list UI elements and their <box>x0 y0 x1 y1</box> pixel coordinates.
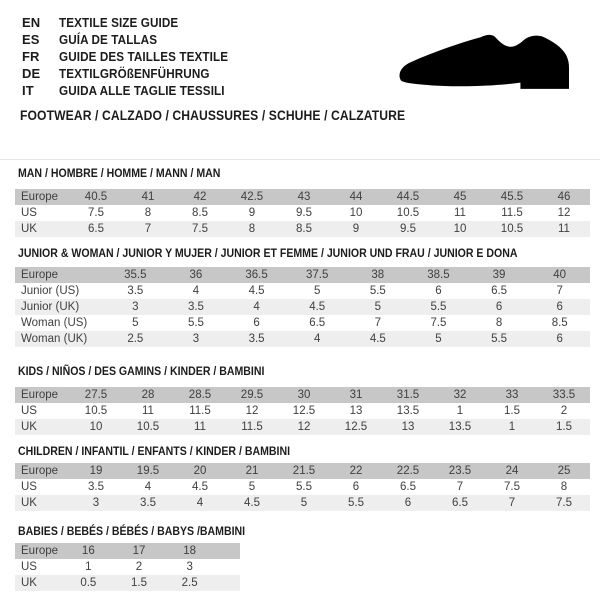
size-cell: 9.5 <box>296 207 312 219</box>
size-cell: 6.5 <box>491 285 508 297</box>
size-cell: 5.5 <box>408 299 469 315</box>
table-row <box>15 419 590 435</box>
size-cell: 8 <box>495 317 503 329</box>
size-cell: 42 <box>174 189 226 205</box>
size-cell: 13.5 <box>434 419 486 435</box>
size-cell: 6 <box>382 495 434 511</box>
size-cell: 4 <box>174 495 226 511</box>
size-cell: 12 <box>245 405 259 417</box>
size-cell: 38 <box>348 267 409 283</box>
size-cell: 5.5 <box>469 331 530 347</box>
size-cell: 2.5 <box>164 575 215 591</box>
size-cell: 33 <box>486 387 538 403</box>
row-label: US <box>21 405 37 417</box>
size-cell: 37.5 <box>287 267 348 283</box>
size-cell: 41 <box>122 189 174 205</box>
size-cell: 13 <box>349 405 363 417</box>
size-cell: 46 <box>538 189 590 205</box>
size-cell: 10.5 <box>486 221 538 237</box>
size-cell: 6.5 <box>400 481 416 493</box>
size-cell: 32 <box>434 387 486 403</box>
size-cell: 28.5 <box>174 387 226 403</box>
table-row <box>15 299 590 315</box>
table-row <box>15 331 590 347</box>
size-cell: 6 <box>352 481 360 493</box>
size-cell: 21 <box>226 463 278 479</box>
language-label: GUÍA DE TALLAS <box>59 32 158 47</box>
language-code: EN <box>22 15 41 30</box>
language-label: TEXTILE SIZE GUIDE <box>59 15 179 30</box>
row-label: Woman (UK) <box>15 331 105 347</box>
size-cell: 8 <box>226 221 278 237</box>
size-cell: 7 <box>556 285 563 297</box>
dress-shoe-silhouette <box>396 33 570 93</box>
table-row <box>15 205 590 221</box>
size-cell: 5 <box>348 299 409 315</box>
size-cell: 1.5 <box>504 405 520 417</box>
size-cell: 42.5 <box>226 189 278 205</box>
size-cell: 7.5 <box>538 495 590 511</box>
row-label: Europe <box>15 387 70 403</box>
size-cell: 39 <box>469 267 530 283</box>
row-label: Junior (UK) <box>15 299 105 315</box>
size-cell: 29.5 <box>226 387 278 403</box>
size-cell: 17 <box>114 543 165 559</box>
category-title <box>20 108 448 123</box>
size-cell: 44 <box>330 189 382 205</box>
size-cell: 7 <box>486 495 538 511</box>
table-row <box>15 403 590 419</box>
size-cell: 3.5 <box>226 331 287 347</box>
size-table <box>15 387 590 435</box>
size-cell: 27.5 <box>70 387 122 403</box>
language-row <box>22 31 247 48</box>
row-label: UK <box>15 495 70 511</box>
size-cell: 11 <box>538 221 590 237</box>
section-title <box>18 166 248 180</box>
table-row <box>15 479 590 495</box>
size-cell: 11 <box>174 419 226 435</box>
size-cell: 6 <box>529 299 590 315</box>
size-cell: 7.5 <box>174 221 226 237</box>
size-cell: 2.5 <box>105 331 166 347</box>
language-label: GUIDA ALLE TAGLIE TESSILI <box>59 83 225 98</box>
table-row <box>15 495 590 511</box>
table-row <box>15 221 590 237</box>
size-cell: 7 <box>456 481 464 493</box>
size-cell: 4.5 <box>192 481 208 493</box>
size-cell: 12.5 <box>292 405 316 417</box>
size-table <box>15 543 240 591</box>
section-title <box>18 444 327 458</box>
size-cell: 35.5 <box>105 267 166 283</box>
size-cell: 2 <box>560 405 568 417</box>
table-row <box>15 463 590 479</box>
size-cell: 9 <box>330 221 382 237</box>
size-cell: 7.5 <box>430 317 447 329</box>
size-cell: 4 <box>144 481 152 493</box>
size-cell: 10 <box>349 207 363 219</box>
size-cell: 44.5 <box>382 189 434 205</box>
size-cell: 31.5 <box>382 387 434 403</box>
section-title-text: JUNIOR & WOMAN / JUNIOR Y MUJER / JUNIOR ET FEMME / JUNIOR UND FRAU / JUNIOR E DONA <box>18 246 518 260</box>
language-label: GUIDE DES TAILLES TEXTILE <box>59 49 229 64</box>
row-label: US <box>21 561 37 573</box>
size-cell: 7.5 <box>504 481 520 493</box>
table-row <box>15 189 590 205</box>
table-row <box>15 267 590 283</box>
size-cell: 3.5 <box>122 495 174 511</box>
size-cell: 11.5 <box>189 405 211 417</box>
size-cell: 8 <box>144 207 152 219</box>
row-label: Europe <box>15 543 63 559</box>
size-cell: 4 <box>192 285 200 297</box>
size-cell: 1.5 <box>114 575 165 591</box>
size-cell: 33.5 <box>538 387 590 403</box>
size-cell: 4 <box>287 331 348 347</box>
size-cell: 24 <box>486 463 538 479</box>
size-cell: 2 <box>135 561 143 573</box>
size-cell: 31 <box>330 387 382 403</box>
size-cell: 10.5 <box>122 419 174 435</box>
table-row <box>15 387 590 403</box>
size-cell: 4.5 <box>287 299 348 315</box>
language-row <box>22 82 247 99</box>
section-title <box>18 364 298 378</box>
section-title <box>18 524 276 538</box>
table-row <box>15 559 240 575</box>
size-cell: 4.5 <box>248 285 265 297</box>
size-cell: 6.5 <box>309 317 326 329</box>
size-cell: 5 <box>408 331 469 347</box>
size-cell: 45.5 <box>486 189 538 205</box>
row-label: UK <box>15 575 63 591</box>
size-cell: 4.5 <box>348 331 409 347</box>
size-cell: 4.5 <box>226 495 278 511</box>
language-code: DE <box>22 66 41 81</box>
row-label: Junior (US) <box>21 285 80 297</box>
size-cell: 1.5 <box>538 419 590 435</box>
table-row <box>15 575 240 591</box>
size-cell: 5.5 <box>296 481 312 493</box>
size-cell: 3 <box>70 495 122 511</box>
row-label: US <box>21 481 37 493</box>
size-cell: 23.5 <box>434 463 486 479</box>
size-cell: 6 <box>435 285 442 297</box>
row-label: Europe <box>15 267 105 283</box>
size-cell: 10.5 <box>84 405 108 417</box>
size-cell: 7 <box>374 317 382 329</box>
size-cell: 6 <box>529 331 590 347</box>
size-cell: 18 <box>164 543 215 559</box>
language-row <box>22 48 247 65</box>
table-row <box>15 283 590 299</box>
size-cell: 22.5 <box>382 463 434 479</box>
size-cell: 45 <box>434 189 486 205</box>
size-cell: 1 <box>486 419 538 435</box>
spacer-cell <box>215 543 240 559</box>
spacer-cell <box>215 559 240 575</box>
size-cell: 8 <box>560 481 568 493</box>
size-cell: 19.5 <box>122 463 174 479</box>
size-cell: 20 <box>174 463 226 479</box>
language-list <box>22 14 247 99</box>
size-cell: 4 <box>226 299 287 315</box>
language-row <box>22 14 247 31</box>
size-cell: 28 <box>122 387 174 403</box>
size-cell: 5.5 <box>369 285 386 297</box>
size-cell: 13.5 <box>396 405 420 417</box>
size-cell: 1 <box>456 405 464 417</box>
size-cell: 5.5 <box>330 495 382 511</box>
size-cell: 30 <box>278 387 330 403</box>
size-cell: 12 <box>278 419 330 435</box>
row-label: Europe <box>15 189 70 205</box>
row-label: US <box>21 207 37 219</box>
dress-shoe-icon <box>396 33 570 93</box>
size-cell: 5 <box>313 285 321 297</box>
size-cell: 25 <box>538 463 590 479</box>
size-cell: 12 <box>557 207 571 219</box>
size-cell: 5 <box>278 495 330 511</box>
size-cell: 5 <box>248 481 256 493</box>
size-cell: 10 <box>434 221 486 237</box>
size-cell: 40.5 <box>70 189 122 205</box>
table-row <box>15 543 240 559</box>
size-cell: 1 <box>85 561 92 573</box>
header-divider <box>0 159 600 160</box>
size-cell: 7.5 <box>88 207 104 219</box>
size-cell: 3 <box>105 299 166 315</box>
size-cell: 6.5 <box>70 221 122 237</box>
row-label: UK <box>15 419 70 435</box>
size-cell: 10 <box>70 419 122 435</box>
section-title <box>18 246 586 260</box>
size-cell: 6 <box>253 317 260 329</box>
size-cell: 0.5 <box>63 575 114 591</box>
size-cell: 36 <box>166 267 227 283</box>
language-code: FR <box>22 49 40 64</box>
section-title-text: KIDS / NIÑOS / DES GAMINS / KINDER / BAMBINI <box>18 364 265 378</box>
size-cell: 11 <box>142 405 154 417</box>
size-cell: 3.5 <box>88 481 104 493</box>
size-cell: 6.5 <box>434 495 486 511</box>
size-cell: 5.5 <box>187 317 204 329</box>
size-cell: 19 <box>70 463 122 479</box>
size-cell: 11.5 <box>226 419 278 435</box>
size-cell: 21.5 <box>278 463 330 479</box>
size-cell: 8.5 <box>192 207 208 219</box>
size-cell: 12.5 <box>330 419 382 435</box>
size-cell: 6 <box>469 299 530 315</box>
size-cell: 8.5 <box>278 221 330 237</box>
language-code: IT <box>22 83 34 98</box>
language-label: TEXTILGRÖßENFÜHRUNG <box>59 66 210 81</box>
language-code: ES <box>22 32 40 47</box>
size-cell: 16 <box>63 543 114 559</box>
size-table <box>15 267 590 347</box>
spacer-cell <box>215 575 240 591</box>
size-cell: 3 <box>186 561 193 573</box>
size-cell: 10.5 <box>396 207 420 219</box>
size-cell: 38.5 <box>408 267 469 283</box>
size-cell: 3.5 <box>127 285 144 297</box>
size-table <box>15 189 590 237</box>
size-cell: 36.5 <box>226 267 287 283</box>
size-table <box>15 463 590 511</box>
row-label: Europe <box>15 463 70 479</box>
size-cell: 11.5 <box>501 207 523 219</box>
section-title-text: BABIES / BEBÉS / BÉBÉS / BABYS /BAMBINI <box>18 524 246 538</box>
section-title-text: MAN / HOMBRE / HOMME / MANN / MAN <box>18 166 221 180</box>
row-label: UK <box>15 221 70 237</box>
row-label: Woman (US) <box>21 317 88 329</box>
category-title-text: FOOTWEAR / CALZADO / CHAUSSURES / SCHUHE / CALZATURE <box>20 108 406 123</box>
section-title-text: CHILDREN / INFANTIL / ENFANTS / KINDER / BAMBINI <box>18 444 291 458</box>
size-cell: 9 <box>248 207 256 219</box>
size-cell: 5 <box>132 317 139 329</box>
size-cell: 9.5 <box>382 221 434 237</box>
size-cell: 7 <box>122 221 174 237</box>
size-cell: 3 <box>166 331 227 347</box>
table-row <box>15 315 590 331</box>
size-cell: 43 <box>278 189 330 205</box>
size-cell: 11 <box>454 207 466 219</box>
size-cell: 40 <box>529 267 590 283</box>
size-cell: 8.5 <box>551 317 568 329</box>
size-cell: 13 <box>382 419 434 435</box>
size-cell: 3.5 <box>166 299 227 315</box>
language-row <box>22 65 247 82</box>
size-cell: 22 <box>330 463 382 479</box>
